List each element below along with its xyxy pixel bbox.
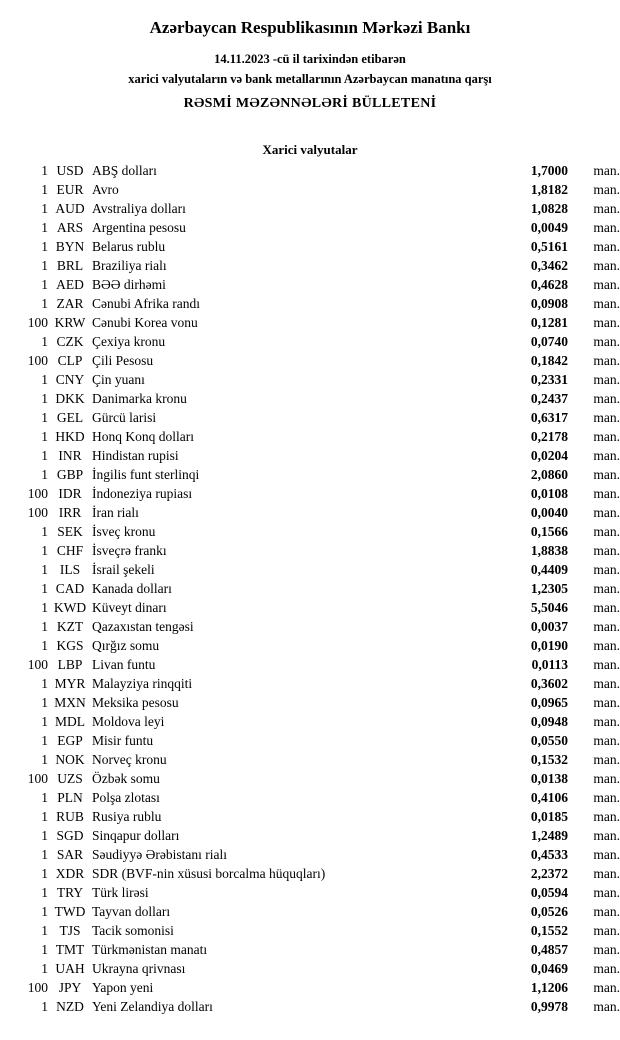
rate-cell: 0,4409 xyxy=(530,562,568,577)
rate-row xyxy=(0,560,620,579)
name-cell: BƏƏ dirhəmi xyxy=(92,277,166,292)
rate-row xyxy=(0,180,620,199)
code-cell: SEK xyxy=(57,524,83,539)
code-cell: ZAR xyxy=(56,296,84,311)
code-cell: GEL xyxy=(56,410,84,425)
name-cell: Malayziya rinqqiti xyxy=(92,676,193,691)
name-cell: Qazaxıstan tengəsi xyxy=(92,619,194,634)
code-cell: XDR xyxy=(55,866,85,881)
rate-cell: 0,0594 xyxy=(530,885,568,900)
name-cell: Hindistan rupisi xyxy=(92,448,179,463)
rate-cell: 1,7000 xyxy=(530,163,568,178)
rate-row xyxy=(0,959,620,978)
name-cell: Polşa zlotası xyxy=(92,790,160,805)
unit-cell: man. xyxy=(593,524,620,539)
rate-cell: 0,3602 xyxy=(530,676,568,691)
unit-cell: man. xyxy=(593,163,620,178)
name-cell: Yapon yeni xyxy=(92,980,154,995)
rate-cell: 0,3462 xyxy=(530,258,568,273)
code-cell: TRY xyxy=(56,885,84,900)
code-cell: SGD xyxy=(56,828,84,843)
unit-cell: man. xyxy=(593,676,620,691)
section-heading: Xarici valyutalar xyxy=(262,142,358,157)
unit-cell: man. xyxy=(593,258,620,273)
rate-row xyxy=(0,807,620,826)
qty-cell: 100 xyxy=(27,505,48,520)
unit-cell: man. xyxy=(593,714,620,729)
name-cell: Cənubi Afrika randı xyxy=(92,296,200,311)
rate-row xyxy=(0,522,620,541)
rate-row xyxy=(0,218,620,237)
unit-cell: man. xyxy=(593,619,620,634)
qty-cell: 100 xyxy=(27,315,48,330)
code-cell: ARS xyxy=(56,220,84,235)
code-cell: HKD xyxy=(55,429,85,444)
name-cell: Avstraliya dolları xyxy=(92,201,186,216)
code-cell: KGS xyxy=(56,638,84,653)
name-cell: Norveç kronu xyxy=(92,752,167,767)
qty-cell: 1 xyxy=(41,638,48,653)
code-cell: MDL xyxy=(55,714,85,729)
rate-row xyxy=(0,655,620,674)
name-cell: Livan funtu xyxy=(92,657,156,672)
rate-row xyxy=(0,940,620,959)
unit-cell: man. xyxy=(593,581,620,596)
name-cell: Yeni Zelandiya dolları xyxy=(92,999,213,1014)
qty-cell: 1 xyxy=(41,467,48,482)
rate-row xyxy=(0,826,620,845)
qty-cell: 1 xyxy=(41,828,48,843)
qty-cell: 1 xyxy=(41,961,48,976)
qty-cell: 1 xyxy=(41,790,48,805)
code-cell: TJS xyxy=(59,923,81,938)
rate-cell: 0,4533 xyxy=(530,847,568,862)
name-cell: Ukrayna qrivnası xyxy=(92,961,186,976)
qty-cell: 1 xyxy=(41,334,48,349)
qty-cell: 1 xyxy=(41,448,48,463)
qty-cell: 1 xyxy=(41,714,48,729)
qty-cell: 1 xyxy=(41,182,48,197)
code-cell: EGP xyxy=(57,733,83,748)
qty-cell: 1 xyxy=(41,296,48,311)
rate-row xyxy=(0,788,620,807)
name-cell: Türkmənistan manatı xyxy=(92,942,208,957)
qty-cell: 1 xyxy=(41,619,48,634)
rate-cell: 1,8182 xyxy=(530,182,568,197)
code-cell: PLN xyxy=(57,790,83,805)
rate-cell: 2,0860 xyxy=(530,467,568,482)
rate-cell: 0,4857 xyxy=(530,942,568,957)
name-cell: Honq Konq dolları xyxy=(92,429,194,444)
code-cell: BYN xyxy=(55,239,85,254)
rate-cell: 0,0526 xyxy=(530,904,568,919)
unit-cell: man. xyxy=(593,543,620,558)
qty-cell: 1 xyxy=(41,220,48,235)
unit-cell: man. xyxy=(593,467,620,482)
unit-cell: man. xyxy=(593,923,620,938)
rate-row xyxy=(0,902,620,921)
qty-cell: 1 xyxy=(41,923,48,938)
rate-row xyxy=(0,883,620,902)
rate-row xyxy=(0,427,620,446)
rate-cell: 0,0190 xyxy=(530,638,568,653)
rate-row xyxy=(0,579,620,598)
name-cell: Rusiya rublu xyxy=(92,809,162,824)
rate-row xyxy=(0,731,620,750)
rate-row xyxy=(0,370,620,389)
name-cell: Çili Pesosu xyxy=(92,353,154,368)
name-cell: Çexiya kronu xyxy=(92,334,166,349)
rate-cell: 0,4628 xyxy=(530,277,568,292)
bulletin-date-line: 14.11.2023 -cü il tarixindən etibarən xyxy=(214,52,406,66)
qty-cell: 1 xyxy=(41,258,48,273)
rate-row xyxy=(0,541,620,560)
unit-cell: man. xyxy=(593,201,620,216)
rate-cell: 0,2331 xyxy=(530,372,568,387)
rate-row xyxy=(0,294,620,313)
qty-cell: 1 xyxy=(41,733,48,748)
rate-row xyxy=(0,617,620,636)
rate-cell: 1,2305 xyxy=(530,581,568,596)
qty-cell: 1 xyxy=(41,904,48,919)
name-cell: ABŞ dolları xyxy=(92,163,157,178)
unit-cell: man. xyxy=(593,448,620,463)
code-cell: CHF xyxy=(56,543,84,558)
rate-row xyxy=(0,921,620,940)
rate-cell: 0,0113 xyxy=(531,657,568,672)
qty-cell: 1 xyxy=(41,163,48,178)
rate-cell: 0,0037 xyxy=(530,619,568,634)
rate-row xyxy=(0,332,620,351)
qty-cell: 1 xyxy=(41,695,48,710)
rate-cell: 0,0204 xyxy=(530,448,568,463)
rate-row xyxy=(0,446,620,465)
rate-cell: 0,9978 xyxy=(530,999,568,1014)
code-cell: DKK xyxy=(55,391,85,406)
name-cell: Türk lirəsi xyxy=(92,885,149,900)
rate-cell: 0,2178 xyxy=(530,429,568,444)
qty-cell: 100 xyxy=(27,486,48,501)
bulletin-title: RƏSMİ MƏZƏNNƏLƏRİ BÜLLETENİ xyxy=(183,96,437,111)
rate-row xyxy=(0,256,620,275)
rate-cell: 5,5046 xyxy=(530,600,568,615)
rate-row xyxy=(0,864,620,883)
unit-cell: man. xyxy=(593,695,620,710)
rate-row xyxy=(0,750,620,769)
name-cell: Argentina pesosu xyxy=(92,220,186,235)
name-cell: Qırğız somu xyxy=(92,638,160,653)
unit-cell: man. xyxy=(593,334,620,349)
rate-cell: 0,0550 xyxy=(530,733,568,748)
unit-cell: man. xyxy=(593,410,620,425)
unit-cell: man. xyxy=(593,296,620,311)
name-cell: Belarus rublu xyxy=(92,239,166,254)
qty-cell: 1 xyxy=(41,410,48,425)
rate-cell: 0,0049 xyxy=(530,220,568,235)
code-cell: LBP xyxy=(57,657,83,672)
unit-cell: man. xyxy=(593,277,620,292)
unit-cell: man. xyxy=(593,847,620,862)
rate-cell: 0,1532 xyxy=(530,752,568,767)
name-cell: İsveç kronu xyxy=(92,524,156,539)
code-cell: USD xyxy=(56,163,84,178)
unit-cell: man. xyxy=(593,600,620,615)
rate-cell: 0,0948 xyxy=(530,714,568,729)
qty-cell: 1 xyxy=(41,752,48,767)
name-cell: Moldova leyi xyxy=(92,714,165,729)
rate-cell: 0,1552 xyxy=(530,923,568,938)
code-cell: KRW xyxy=(54,315,86,330)
unit-cell: man. xyxy=(593,505,620,520)
code-cell: JPY xyxy=(58,980,82,995)
code-cell: CAD xyxy=(55,581,85,596)
qty-cell: 100 xyxy=(27,657,48,672)
unit-cell: man. xyxy=(593,790,620,805)
qty-cell: 1 xyxy=(41,277,48,292)
rate-cell: 0,0040 xyxy=(530,505,568,520)
code-cell: CLP xyxy=(57,353,83,368)
code-cell: UZS xyxy=(57,771,83,786)
name-cell: Braziliya rialı xyxy=(92,258,167,273)
qty-cell: 1 xyxy=(41,391,48,406)
name-cell: Sinqapur dolları xyxy=(92,828,180,843)
rate-cell: 1,2489 xyxy=(530,828,568,843)
code-cell: NZD xyxy=(56,999,84,1014)
rates-table-body xyxy=(0,161,620,1016)
rate-cell: 0,4106 xyxy=(530,790,568,805)
rate-row xyxy=(0,484,620,503)
qty-cell: 1 xyxy=(41,429,48,444)
rate-row xyxy=(0,408,620,427)
code-cell: TMT xyxy=(55,942,85,957)
qty-cell: 1 xyxy=(41,676,48,691)
rate-row xyxy=(0,997,620,1016)
qty-cell: 1 xyxy=(41,942,48,957)
name-cell: Səudiyyə Ərəbistanı rialı xyxy=(92,847,227,862)
qty-cell: 1 xyxy=(41,201,48,216)
rate-cell: 2,2372 xyxy=(530,866,568,881)
qty-cell: 1 xyxy=(41,600,48,615)
rate-row xyxy=(0,237,620,256)
rate-cell: 0,1566 xyxy=(530,524,568,539)
name-cell: Meksika pesosu xyxy=(92,695,179,710)
rate-row xyxy=(0,693,620,712)
rate-cell: 0,6317 xyxy=(530,410,568,425)
rates-table xyxy=(0,161,620,1016)
rate-cell: 0,0908 xyxy=(530,296,568,311)
qty-cell: 100 xyxy=(27,771,48,786)
name-cell: Avro xyxy=(92,182,119,197)
rate-row xyxy=(0,636,620,655)
name-cell: İndoneziya rupiası xyxy=(92,486,193,501)
qty-cell: 1 xyxy=(41,847,48,862)
code-cell: UAH xyxy=(55,961,85,976)
name-cell: Cənubi Korea vonu xyxy=(92,315,198,330)
rate-row xyxy=(0,978,620,997)
rate-cell: 0,0469 xyxy=(530,961,568,976)
rate-row xyxy=(0,313,620,332)
qty-cell: 1 xyxy=(41,239,48,254)
unit-cell: man. xyxy=(593,486,620,501)
qty-cell: 100 xyxy=(27,353,48,368)
rate-cell: 0,2437 xyxy=(530,391,568,406)
rate-row xyxy=(0,712,620,731)
code-cell: IDR xyxy=(58,486,82,501)
code-cell: IRR xyxy=(58,505,82,520)
rate-cell: 1,0828 xyxy=(530,201,568,216)
qty-cell: 1 xyxy=(41,543,48,558)
rate-row xyxy=(0,161,620,180)
code-cell: MXN xyxy=(54,695,86,710)
qty-cell: 1 xyxy=(41,524,48,539)
unit-cell: man. xyxy=(593,961,620,976)
rate-cell: 1,8838 xyxy=(530,543,568,558)
rate-row xyxy=(0,598,620,617)
qty-cell: 100 xyxy=(27,980,48,995)
name-cell: Çin yuanı xyxy=(92,372,145,387)
rate-cell: 0,0965 xyxy=(530,695,568,710)
rate-cell: 1,1206 xyxy=(530,980,568,995)
code-cell: NOK xyxy=(55,752,85,767)
unit-cell: man. xyxy=(593,182,620,197)
unit-cell: man. xyxy=(593,771,620,786)
name-cell: SDR (BVF-nin xüsusi borcalma hüquqları) xyxy=(92,866,326,881)
unit-cell: man. xyxy=(593,809,620,824)
name-cell: İran rialı xyxy=(92,505,139,520)
name-cell: İsrail şekeli xyxy=(92,562,155,577)
code-cell: AED xyxy=(56,277,84,292)
unit-cell: man. xyxy=(593,562,620,577)
rate-cell: 0,1842 xyxy=(530,353,568,368)
qty-cell: 1 xyxy=(41,885,48,900)
name-cell: Tacik somonisi xyxy=(92,923,174,938)
unit-cell: man. xyxy=(593,885,620,900)
rate-row xyxy=(0,503,620,522)
unit-cell: man. xyxy=(593,980,620,995)
unit-cell: man. xyxy=(593,752,620,767)
rate-row xyxy=(0,351,620,370)
rate-cell: 0,0108 xyxy=(530,486,568,501)
unit-cell: man. xyxy=(593,315,620,330)
code-cell: BRL xyxy=(56,258,84,273)
qty-cell: 1 xyxy=(41,999,48,1014)
unit-cell: man. xyxy=(593,372,620,387)
unit-cell: man. xyxy=(593,391,620,406)
code-cell: RUB xyxy=(56,809,84,824)
unit-cell: man. xyxy=(593,657,620,672)
code-cell: AUD xyxy=(55,201,85,216)
code-cell: CZK xyxy=(56,334,84,349)
bulletin-header xyxy=(0,0,620,112)
name-cell: Özbək somu xyxy=(92,771,160,786)
name-cell: Küveyt dinarı xyxy=(92,600,167,615)
unit-cell: man. xyxy=(593,638,620,653)
rate-row xyxy=(0,674,620,693)
unit-cell: man. xyxy=(593,999,620,1014)
rate-cell: 0,0740 xyxy=(530,334,568,349)
code-cell: EUR xyxy=(56,182,84,197)
unit-cell: man. xyxy=(593,353,620,368)
bulletin-desc-line: xarici valyutaların və bank metallarının Azərbaycan manatına qarşı xyxy=(128,72,492,86)
rate-row xyxy=(0,465,620,484)
rate-row xyxy=(0,275,620,294)
qty-cell: 1 xyxy=(41,809,48,824)
code-cell: MYR xyxy=(54,676,86,691)
rate-row xyxy=(0,199,620,218)
unit-cell: man. xyxy=(593,866,620,881)
code-cell: CNY xyxy=(55,372,85,387)
qty-cell: 1 xyxy=(41,562,48,577)
name-cell: İsveçrə frankı xyxy=(92,543,167,558)
qty-cell: 1 xyxy=(41,372,48,387)
name-cell: Gürcü larisi xyxy=(92,410,157,425)
code-cell: ILS xyxy=(59,562,81,577)
page-title: Azərbaycan Respublikasının Mərkəzi Bankı xyxy=(149,18,471,37)
unit-cell: man. xyxy=(593,942,620,957)
unit-cell: man. xyxy=(593,733,620,748)
code-cell: TWD xyxy=(54,904,86,919)
name-cell: Danimarka kronu xyxy=(92,391,187,406)
unit-cell: man. xyxy=(593,828,620,843)
name-cell: Kanada dolları xyxy=(92,581,172,596)
qty-cell: 1 xyxy=(41,866,48,881)
rate-cell: 0,1281 xyxy=(530,315,568,330)
qty-cell: 1 xyxy=(41,581,48,596)
name-cell: Misir funtu xyxy=(92,733,154,748)
unit-cell: man. xyxy=(593,904,620,919)
unit-cell: man. xyxy=(593,239,620,254)
rate-row xyxy=(0,769,620,788)
rate-row xyxy=(0,389,620,408)
unit-cell: man. xyxy=(593,429,620,444)
name-cell: İngilis funt sterlinqi xyxy=(92,467,200,482)
unit-cell: man. xyxy=(593,220,620,235)
rate-row xyxy=(0,845,620,864)
rate-cell: 0,0185 xyxy=(530,809,568,824)
rate-cell: 0,0138 xyxy=(530,771,568,786)
code-cell: GBP xyxy=(56,467,84,482)
code-cell: KWD xyxy=(53,600,87,615)
code-cell: SAR xyxy=(56,847,84,862)
code-cell: INR xyxy=(58,448,82,463)
rate-cell: 0,5161 xyxy=(530,239,568,254)
name-cell: Tayvan dolları xyxy=(92,904,171,919)
code-cell: KZT xyxy=(56,619,84,634)
